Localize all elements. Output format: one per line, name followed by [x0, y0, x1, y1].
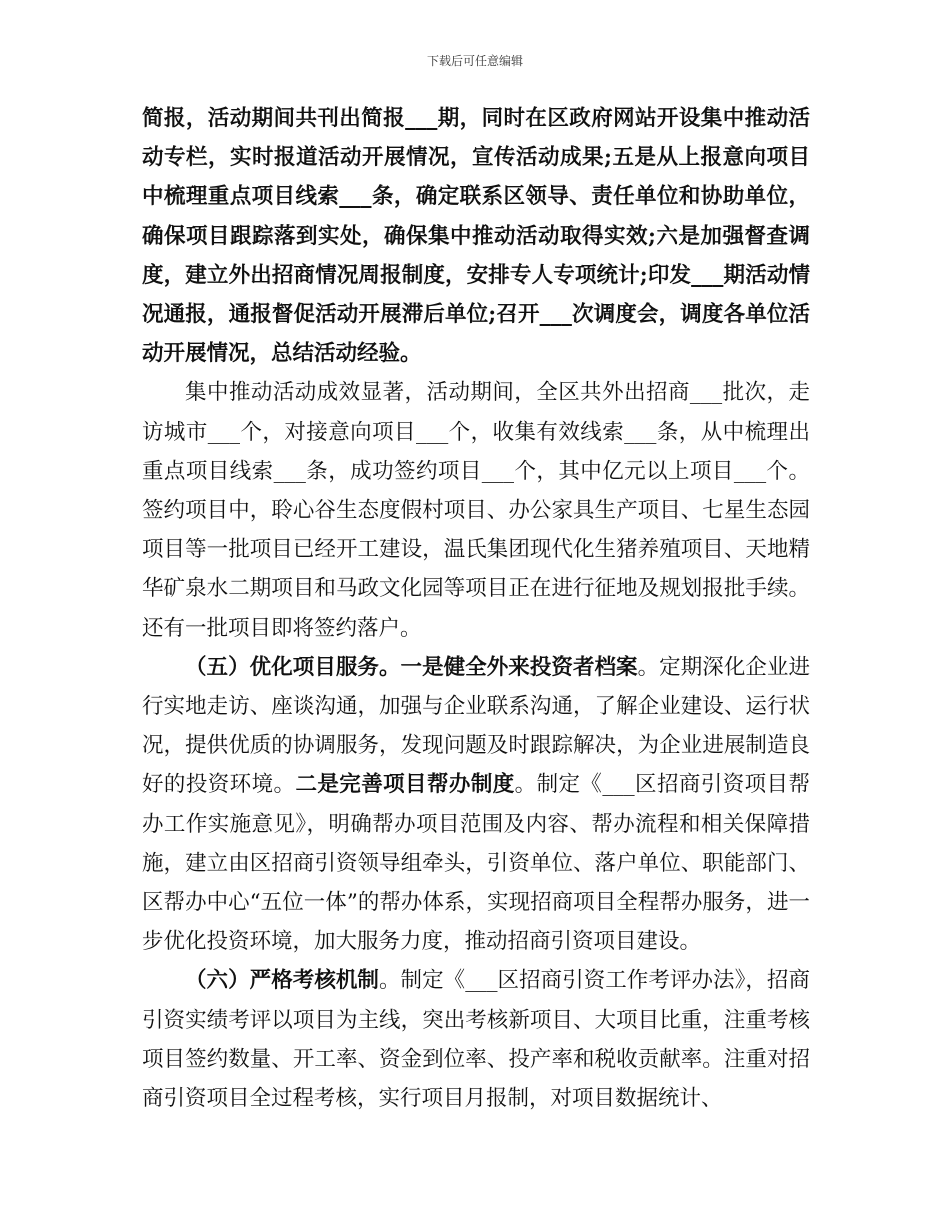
- paragraph-4: [142, 961, 810, 1118]
- paragraph-4-run-2: 。制定《___区招商引资工作考评办法》，招商引资实绩考评以项目为主线，突出考核新项目、大项目比重，注重考核项目签约数量、开工率、资金到位率、投产率和税收贡献率。注重对招商引资项目全过程考核，实行项目月报制，对项目数据统计、: [142, 968, 810, 1112]
- page-header: 下载后可任意编辑: [426, 54, 523, 68]
- paragraph-2-run-1: 集中推动活动成效显著，活动期间，全区共外出招商___批次，走访城市___个，对接意向项目___个，收集有效线索___条，从中梳理出重点项目线索___条，成功签约项目___个，其中亿元以上项目___个。签约项目中，聆心谷生态度假村项目、办公家具生产项目、七星生态园项目等一批项目已经开工建设，温氏集团现代化生猪养殖项目、天地精华矿泉水二期项目和马政文化园等项目正在进行征地及规划报批手续。还有一批项目即将签约落户。: [142, 380, 810, 641]
- paragraph-2: [142, 373, 810, 647]
- paragraph-4-heading: （六）严格考核机制: [185, 968, 379, 994]
- paragraph-1: [142, 99, 810, 373]
- paragraph-3: [142, 648, 810, 962]
- paragraph-3-subheading: 二是完善项目帮办制度: [295, 772, 515, 798]
- document-body: [142, 99, 810, 1118]
- paragraph-3-heading: （五）优化项目服务。一是健全外来投资者档案: [185, 654, 638, 680]
- paragraph-3-run-4: 。制定《___区招商引资项目帮办工作实施意见》，明确帮办项目范围及内容、帮办流程和相关保障措施，建立由区招商引资领导组牵头，引资单位、落户单位、职能部门、区帮办中心“五位一体”的帮办体系，实现招商项目全程帮办服务，进一步优化投资环境，加大服务力度，推动招商引资项目建设。: [142, 772, 810, 955]
- paragraph-3-run-2: 。定期深化企业进行实地走访、座谈沟通，加强与企业联系沟通，了解企业建设、运行状况，提供优质的协调服务，发现问题及时跟踪解决，为企业进展制造良好的投资环境。: [142, 654, 810, 798]
- paragraph-1-run-1: 简报，活动期间共刊出简报___期，同时在区政府网站开设集中推动活动专栏，实时报道活动开展情况，宣传活动成果;五是从上报意向项目中梳理重点项目线索___条，确定联系区领导、责任单位和协助单位，确保项目跟踪落到实处，确保集中推动活动取得实效;六是加强督查调度，建立外出招商情况周报制度，安排专人专项统计;印发___期活动情况通报，通报督促活动开展滞后单位;召开___次调度会，调度各单位活动开展情况，总结活动经验。: [142, 106, 810, 367]
